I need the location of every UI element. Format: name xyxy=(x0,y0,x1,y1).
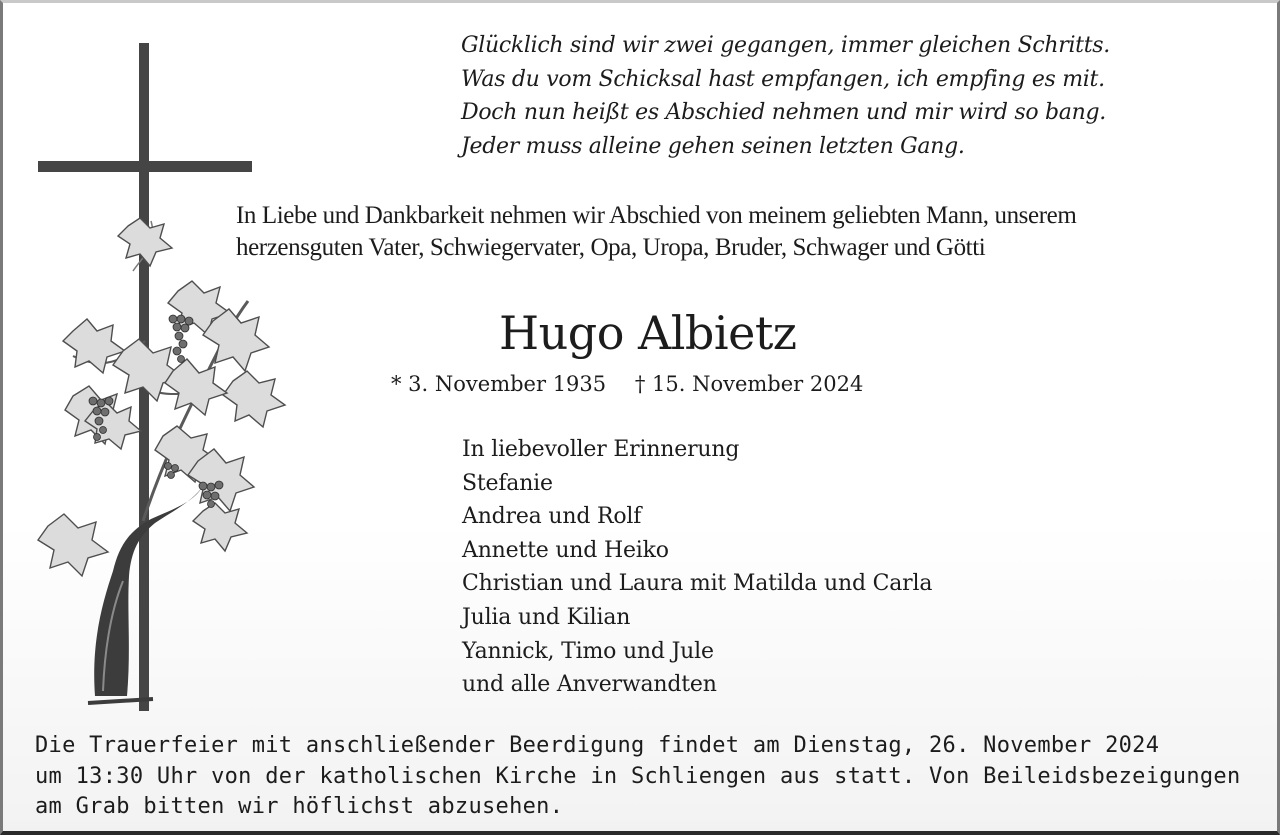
funeral-information xyxy=(35,731,1265,823)
mourners-heading: In liebevoller Erinnerung xyxy=(462,437,740,462)
funeral-line: um 13:30 Uhr von der katholischen Kirche in Schliengen aus statt. Von Beileidsbezeigungen xyxy=(35,763,1241,789)
cross-horizontal-beam xyxy=(38,161,252,172)
mourner-entry: Yannick, Timo und Jule xyxy=(462,638,714,664)
death-date: † 15. November 2024 xyxy=(634,372,864,396)
intro-line: herzensguten Vater, Schwiegervater, Opa, Uropa, Bruder, Schwager und Götti xyxy=(236,234,986,261)
funeral-line: am Grab bitten wir höflichst abzusehen. xyxy=(35,794,564,819)
intro-line: In Liebe und Dankbarkeit nehmen wir Abschied von meinem geliebten Mann, unserem xyxy=(236,202,1077,229)
mourner-entry: Christian und Laura mit Matilda und Carla xyxy=(462,571,933,597)
mourner-entry: Annette und Heiko xyxy=(462,537,669,563)
farewell-intro xyxy=(236,200,1276,264)
deceased-name: Hugo Albietz xyxy=(499,306,797,360)
funeral-line: Die Trauerfeier mit anschließender Beerdigung findet am Dienstag, 26. November 2024 xyxy=(35,733,1160,758)
poem-line: Glücklich sind wir zwei gegangen, immer gleichen Schritts. xyxy=(461,33,1110,58)
mourner-entry: Andrea und Rolf xyxy=(462,504,642,530)
mourner-entry: und alle Anverwandten xyxy=(462,672,717,698)
mourner-entry: Stefanie xyxy=(462,470,553,496)
birth-date: * 3. November 1935 xyxy=(391,372,607,396)
mourner-entry: Julia und Kilian xyxy=(462,604,631,630)
life-dates xyxy=(391,369,863,399)
mourners-list xyxy=(462,433,932,702)
grape-leaves xyxy=(38,218,285,576)
cross-with-grapevine-icon xyxy=(33,41,293,716)
poem xyxy=(461,29,1261,163)
poem-line: Jeder muss alleine gehen seinen letzten Gang. xyxy=(461,133,965,159)
poem-line: Was du vom Schicksal hast empfangen, ich empfing es mit. xyxy=(461,66,1105,92)
poem-line: Doch nun heißt es Abschied nehmen und mir wird so bang. xyxy=(461,100,1106,125)
